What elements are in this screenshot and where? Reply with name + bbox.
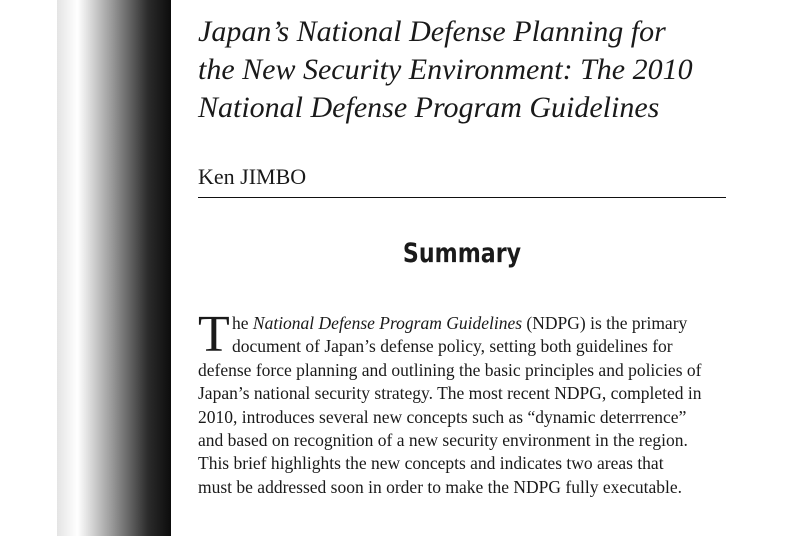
summary-line: document of Japan’s defense policy, setting both guidelines for xyxy=(232,336,673,357)
title-line: Japan’s National Defense Planning for xyxy=(198,15,666,48)
author-name: Ken JIMBO xyxy=(198,164,307,189)
decorative-gradient-band xyxy=(57,0,171,536)
summary-text-start: he xyxy=(232,313,253,333)
summary-line: and based on recognition of a new security environment in the region. xyxy=(198,430,688,451)
title-line: National Defense Program Guidelines xyxy=(198,91,660,124)
summary-line: 2010, introduces several new concepts such as “dynamic deterrrence” xyxy=(198,406,687,427)
paper-title xyxy=(198,13,778,127)
summary-paragraph xyxy=(198,306,738,499)
summary-heading: Summary xyxy=(402,238,522,269)
summary-line: This brief highlights the new concepts and indicates two areas that xyxy=(198,453,664,474)
summary-line: must be addressed soon in order to make the NDPG fully executable. xyxy=(198,476,683,497)
summary-line xyxy=(198,312,738,335)
guidelines-title-italic: National Defense Program Guidelines xyxy=(252,313,523,333)
title-divider xyxy=(198,197,726,198)
summary-line: Japan’s national security strategy. The most recent NDPG, completed in xyxy=(198,383,702,404)
summary-line: defense force planning and outlining the basic principles and policies of xyxy=(198,359,702,380)
title-line: the New Security Environment: The 2010 xyxy=(198,53,693,86)
summary-text-end: (NDPG) is the primary xyxy=(522,313,688,333)
drop-cap: T xyxy=(198,306,230,363)
